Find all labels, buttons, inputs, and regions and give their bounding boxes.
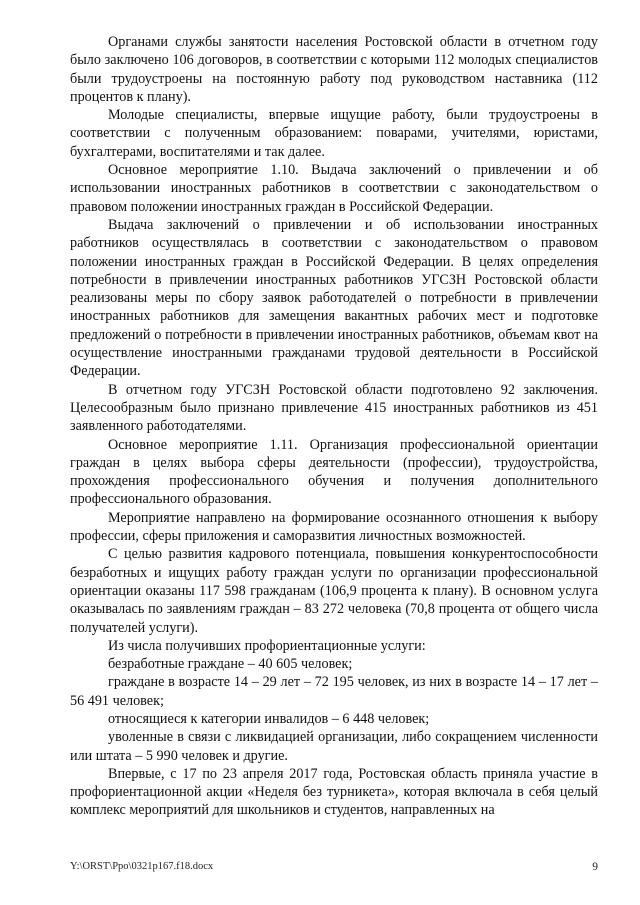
- paragraph-mentoring: Органами службы занятости населения Ростовской области в отчетном году было заключено 106 договоров, в соответствии с которыми 112 молодых специалистов были трудоустроены на постоянную работу под руководством наставника (112 процентов к плану).: [70, 34, 598, 105]
- paragraph-week-without-turnstile: Впервые, с 17 по 23 апреля 2017 года, Ростовская область приняла участие в профориентационной акции «Неделя без турникета», которая включала в себя целый комплекс мероприятий для школьников и студентов, направленных на: [70, 765, 598, 819]
- paragraph-career-guidance-stats: С целью развития кадрового потенциала, повышения конкурентоспособности безработных и ищущих работу граждан услуги по организации профессиональной ориентации оказаны 117 598 гражданам (106,9 процента к плану). В основном услуга оказывалась по заявлениям граждан – 83 272 человека (70,8 процента от общего числа получателей услуги).: [70, 546, 598, 636]
- paragraph-young-specialists: Молодые специалисты, впервые ищущие работу, были трудоустроены в соответствии с полученным образованием: поварами, учителями, юристами, бухгалтерами, воспитателями и так далее.: [70, 107, 598, 160]
- page-number: 9: [592, 861, 598, 873]
- list-item-dismissed: уволенные в связи с ликвидацией организации, либо сокращением численности или штата – 5 990 человек и другие.: [70, 729, 598, 764]
- paragraph-measure-1-11-heading: Основное мероприятие 1.11. Организация профессиональной ориентации граждан в целях выбора сферы деятельности (профессии), трудоустройства, прохождения профессионального обучения и получения дополнительного профессионального образования.: [70, 436, 598, 508]
- document-body: [70, 33, 598, 820]
- paragraph-conclusions-count: В отчетном году УГСЗН Ростовской области подготовлено 92 заключения. Целесообразным было признано привлечение 415 иностранных работников из 451 заявленного работодателями.: [70, 381, 598, 435]
- paragraph-recipients-intro: Из числа получивших профориентационные услуги:: [108, 637, 426, 654]
- footer-file-path: Y:\ORST\Ppo\0321p167.f18.docx: [70, 861, 214, 872]
- paragraph-measure-purpose: Мероприятие направлено на формирование осознанного отношения к выбору профессии, сферы приложения и саморазвития личностных возможностей.: [70, 509, 598, 545]
- page-footer: [70, 860, 598, 874]
- paragraph-foreign-workers: Выдача заключений о привлечении и об использовании иностранных работников осуществлялась в соответствии с законодательством о правовом положении иностранных граждан в Российской Федерации. В целях определения потребности в привлечении иностранных работников УГСЗН Ростовской области реализованы меры по сбору заявок работодателей о потребности в привлечении иностранных работников для замещения вакантных рабочих мест и подготовке предложений о потребности в привлечении иностранных работников, объемам квот на осуществление иностранными гражданами трудовой деятельности в Российской Федерации.: [70, 216, 598, 380]
- list-item-disabled: относящиеся к категории инвалидов – 6 448 человек;: [108, 710, 430, 727]
- list-item-youth: граждане в возрасте 14 – 29 лет – 72 195 человек, из них в возрасте 14 – 17 лет – 56 491 человек;: [70, 674, 598, 709]
- list-item-unemployed: безработные граждане – 40 605 человек;: [108, 656, 353, 673]
- paragraph-measure-1-10-heading: Основное мероприятие 1.10. Выдача заключений о привлечении и об использовании иностранных работников в соответствии с законодательством о правовом положении иностранных граждан в Российской Федерации.: [70, 162, 598, 215]
